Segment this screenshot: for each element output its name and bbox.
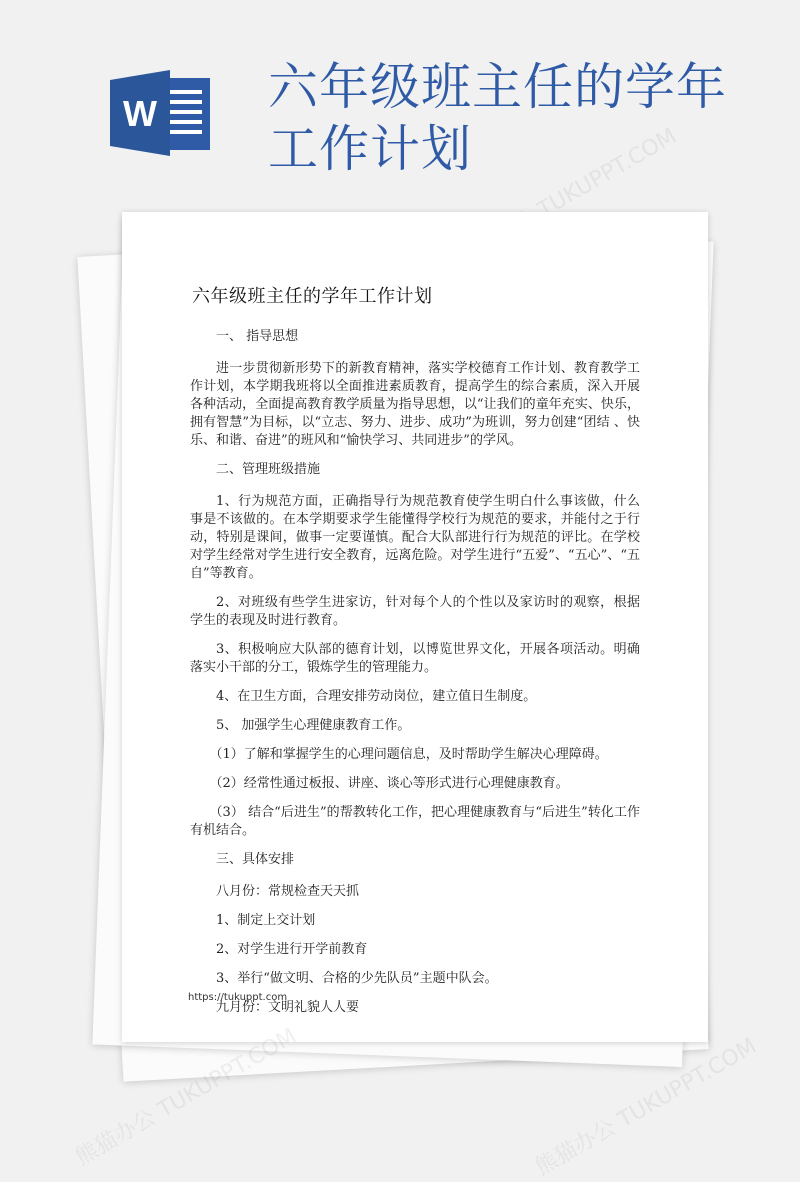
paragraph: 1、制定上交计划 (216, 913, 316, 928)
section-heading: 三、具体安排 (216, 852, 295, 867)
paragraph: 2、对班级有些学生进家访，针对每个人的个性以及家访时的观察，根据学生的表现及时进行教育。 (190, 595, 640, 628)
paragraph: （1）了解和掌握学生的心理问题信息，及时帮助学生解决心理障碍。 (209, 747, 608, 762)
paragraph: （2）经常性通过板报、讲座、谈心等形式进行心理健康教育。 (209, 776, 569, 791)
paragraph: 2、对学生进行开学前教育 (216, 942, 368, 957)
paragraph: 3、举行“做文明、合格的少先队员”主题中队会。 (216, 971, 498, 986)
document-body (190, 328, 640, 1028)
paragraph: 3、积极响应大队部的德育计划，以博览世界文化，开展各项活动。明确落实小干部的分工，锻炼学生的管理能力。 (190, 642, 640, 675)
paragraph: （3） 结合“后进生”的帮教转化工作，把心理健康教育与“后进生”转化工作有机结合。 (190, 805, 640, 838)
word-document-icon (110, 70, 214, 156)
watermark: 熊猫办公 TUKUPPT.COM (451, 123, 681, 271)
section-heading: 一、 指导思想 (216, 329, 299, 344)
document-title: 六年级班主任的学年工作计划 (192, 286, 433, 307)
banner (0, 0, 800, 200)
paragraph: 5、 加强学生心理健康教育工作。 (216, 718, 411, 733)
footer-url[interactable]: https://tukuppt.com (188, 992, 288, 1003)
paragraph: 4、在卫生方面，合理安排劳动岗位，建立值日生制度。 (216, 689, 537, 704)
section-heading: 二、管理班级措施 (216, 462, 321, 477)
document-page (122, 212, 708, 1042)
banner-title: 六年级班主任的学年工作计划 (268, 58, 727, 178)
watermark: 熊猫办公 TUKUPPT.COM (531, 1033, 761, 1181)
paragraph: 进一步贯彻新形势下的新教育精神，落实学校德育工作计划、教育教学工作计划，本学期我班将以全面推进素质教育，提高学生的综合素质，深入开展各种活动，全面提高教育教学质量为指导思想，以“让我们的童年充实、快乐，拥有智慧”为目标，以“立志、努力、进步、成功”为班训，努力创建“团结 、快乐、和谐、奋进”的班风和“愉快学习、共同进步”的学风。 (190, 361, 640, 448)
paragraph: 八月份：常规检查天天抓 (216, 884, 360, 899)
paragraph: 1、行为规范方面，正确指导行为规范教育使学生明白什么事该做，什么事是不该做的。在本学期要求学生能懂得学校行为规范的要求，并能付之于行动，特别是课间，做事一定要谨慎。配合大队部进行行为规范的评比。在学校对学生经常对学生进行安全教育，远离危险。对学生进行“五爱”、“五心”、“五自”等教育。 (190, 494, 640, 581)
paragraph: 九月份：文明礼貌人人要 (216, 1000, 360, 1015)
watermark: 熊猫办公 TUKUPPT.COM (71, 1023, 301, 1171)
word-logo-letter: W (123, 93, 157, 134)
